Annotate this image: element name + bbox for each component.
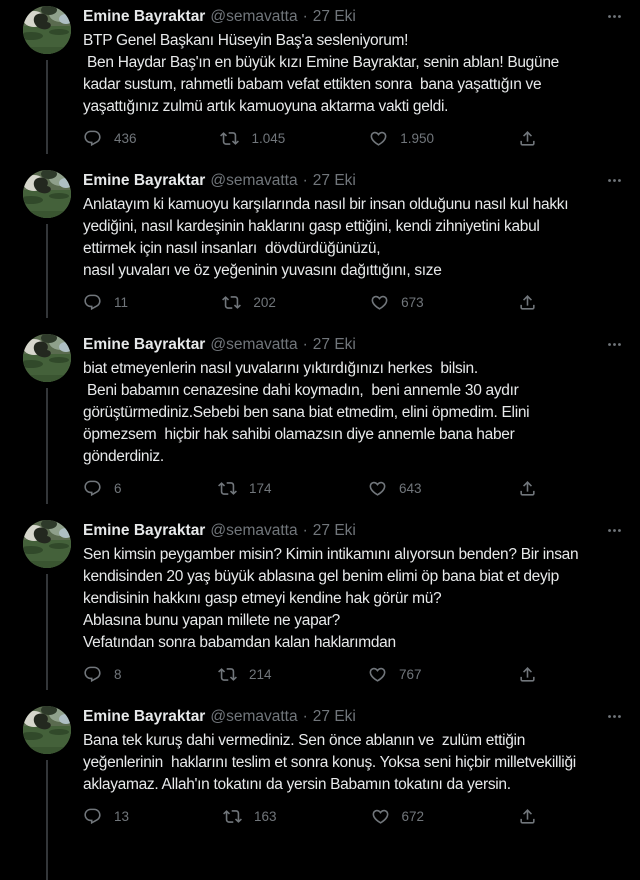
tweet-date[interactable]: 27 Eki xyxy=(312,172,356,189)
tweet-content xyxy=(83,170,624,312)
tweet-header xyxy=(83,6,624,27)
reply-button[interactable] xyxy=(83,665,122,684)
retweet-button[interactable] xyxy=(218,665,272,684)
reply-count: 8 xyxy=(114,667,122,682)
tweet-content xyxy=(83,6,624,148)
tweet[interactable] xyxy=(0,326,640,512)
header-separator-dot: · xyxy=(302,8,308,25)
share-button[interactable] xyxy=(518,665,537,684)
tweet-actions xyxy=(83,479,537,498)
author-handle[interactable]: @semavatta xyxy=(210,336,298,353)
tweet-actions xyxy=(83,807,537,826)
more-icon[interactable] xyxy=(605,707,624,726)
share-icon xyxy=(518,479,537,498)
tweet-text-line: Ben Haydar Baş'ın en büyük kızı Emine Bayraktar, senin ablan! Bugüne xyxy=(83,54,559,71)
like-button[interactable] xyxy=(368,479,422,498)
header-separator-dot: · xyxy=(302,172,308,189)
reply-icon xyxy=(83,293,102,312)
retweet-count: 174 xyxy=(248,481,272,496)
tweet-date[interactable]: 27 Eki xyxy=(312,708,356,725)
like-count: 672 xyxy=(401,809,425,824)
avatar[interactable] xyxy=(23,520,71,568)
retweet-icon xyxy=(223,807,242,826)
author-name[interactable]: Emine Bayraktar xyxy=(83,172,206,189)
more-icon[interactable] xyxy=(605,521,624,540)
reply-button[interactable] xyxy=(83,479,122,498)
like-icon xyxy=(368,479,387,498)
share-icon xyxy=(518,807,537,826)
tweet-text xyxy=(83,30,624,118)
share-icon xyxy=(518,665,537,684)
reply-button[interactable] xyxy=(83,293,128,312)
tweet-date[interactable]: 27 Eki xyxy=(312,8,356,25)
tweet-content xyxy=(83,520,624,684)
tweet-text-line: Vefatından sonra babamdan kalan haklarımdan xyxy=(83,634,396,651)
tweet-text-line: BTP Genel Başkanı Hüseyin Baş'a sesleniyorum! xyxy=(83,32,409,49)
like-count: 643 xyxy=(398,481,422,496)
tweet-text-line: Bana tek kuruş dahi vermediniz. Sen önce ablanın ve zulüm ettiğin xyxy=(83,732,526,749)
tweet-text xyxy=(83,358,624,468)
header-separator-dot: · xyxy=(302,336,308,353)
tweet-text xyxy=(83,730,624,796)
author-handle[interactable]: @semavatta xyxy=(210,708,298,725)
more-icon[interactable] xyxy=(605,171,624,190)
reply-count: 436 xyxy=(114,131,137,146)
like-button[interactable] xyxy=(368,665,422,684)
author-name[interactable]: Emine Bayraktar xyxy=(83,522,206,539)
avatar[interactable] xyxy=(23,706,71,754)
tweet-text-line: yaşattığınız zulmü artık kamuoyuna aktarma vakti geldi. xyxy=(83,98,449,115)
like-icon xyxy=(369,129,388,148)
more-icon[interactable] xyxy=(605,7,624,26)
tweet-text-line: yediğini, nasıl kardeşinin haklarını gasp ettiğini, kendi zihniyetini kabul xyxy=(83,218,540,235)
avatar-column xyxy=(23,706,71,826)
retweet-count: 1.045 xyxy=(251,131,286,146)
reply-button[interactable] xyxy=(83,807,129,826)
tweet-text-line: ettirmek için nasıl insanları dövdürdüğünüzü, xyxy=(83,240,381,257)
tweet[interactable] xyxy=(0,162,640,326)
tweet-text-line: kadar sustum, rahmetli babam vefat ettikten sonra bana yaşattığın ve xyxy=(83,76,542,93)
like-count: 1.950 xyxy=(400,131,435,146)
author-name[interactable]: Emine Bayraktar xyxy=(83,708,206,725)
reply-count: 13 xyxy=(114,809,130,824)
tweet-header xyxy=(83,520,624,541)
avatar-photo-icon xyxy=(23,6,71,54)
tweet-text-line: görüştürmediniz.Sebebi ben sana biat etmedim, elini öpmedim. Elini xyxy=(83,404,530,421)
author-name[interactable]: Emine Bayraktar xyxy=(83,336,206,353)
reply-button[interactable] xyxy=(83,129,137,148)
tweet-text-line: kendisinin hakkını gasp etmeyi kendine hak görür mü? xyxy=(83,590,442,607)
tweet-text-line: gönderdiniz. xyxy=(83,448,164,465)
author-handle[interactable]: @semavatta xyxy=(210,522,298,539)
tweet-header xyxy=(83,706,624,727)
tweet-text-line: Beni babamın cenazesine dahi koymadın, beni annemle 30 aydır xyxy=(83,382,519,399)
tweet-actions xyxy=(83,129,537,148)
tweet[interactable] xyxy=(0,512,640,698)
avatar[interactable] xyxy=(23,334,71,382)
tweet-actions xyxy=(83,293,537,312)
tweet-text-line: yeğenlerinin haklarını teslim et sonra konuş. Yoksa seni hiçbir milletvekilliği xyxy=(83,754,576,771)
retweet-button[interactable] xyxy=(222,293,276,312)
avatar-photo-icon xyxy=(23,334,71,382)
share-button[interactable] xyxy=(518,479,537,498)
share-icon xyxy=(518,129,537,148)
author-handle[interactable]: @semavatta xyxy=(210,172,298,189)
avatar-photo-icon xyxy=(23,520,71,568)
avatar-photo-icon xyxy=(23,170,71,218)
author-handle[interactable]: @semavatta xyxy=(210,8,298,25)
avatar[interactable] xyxy=(23,170,71,218)
tweet-date[interactable]: 27 Eki xyxy=(312,522,356,539)
avatar[interactable] xyxy=(23,6,71,54)
tweet-text-line: nasıl yuvaları ve öz yeğeninin yuvasını dağıttığını, sıze xyxy=(83,262,442,279)
share-button[interactable] xyxy=(518,293,537,312)
tweet[interactable] xyxy=(0,698,640,840)
tweet-header xyxy=(83,334,624,355)
share-button[interactable] xyxy=(518,129,537,148)
like-button[interactable] xyxy=(369,129,434,148)
retweet-button[interactable] xyxy=(218,479,272,498)
like-icon xyxy=(368,665,387,684)
retweet-count: 214 xyxy=(248,667,272,682)
tweet-text-line: aklayamaz. Allah'ın tokatını da yersin Babamın tokatını da yersin. xyxy=(83,776,511,793)
reply-icon xyxy=(83,129,102,148)
avatar-column xyxy=(23,170,71,312)
tweet-header xyxy=(83,170,624,191)
like-icon xyxy=(370,293,389,312)
more-icon[interactable] xyxy=(605,335,624,354)
like-icon xyxy=(371,807,390,826)
tweet-text-line: biat etmeyenlerin nasıl yuvalarını yıktırdığınızı herkes bilsin. xyxy=(83,360,478,377)
tweet-text xyxy=(83,194,624,282)
reply-icon xyxy=(83,807,102,826)
tweet-text xyxy=(83,544,624,654)
retweet-count: 202 xyxy=(253,295,276,310)
retweet-icon xyxy=(218,479,237,498)
like-button[interactable] xyxy=(371,807,425,826)
reply-count: 6 xyxy=(114,481,122,496)
tweet[interactable] xyxy=(0,0,640,162)
tweet-text-line: Sen kimsin peygamber misin? Kimin intikamını alıyorsun benden? Bir insan xyxy=(83,546,579,563)
retweet-icon xyxy=(220,129,239,148)
header-separator-dot: · xyxy=(302,708,308,725)
avatar-photo-icon xyxy=(23,706,71,754)
retweet-icon xyxy=(218,665,237,684)
header-separator-dot: · xyxy=(302,522,308,539)
like-button[interactable] xyxy=(370,293,424,312)
tweet-actions xyxy=(83,665,537,684)
tweet-text-line: öpmezsem hiçbir hak sahibi olamazsın diye annemle bana haber xyxy=(83,426,515,443)
tweet-text-line: kendisinden 20 yaş büyük ablasına gel benim elimi öp bana biat et deyip xyxy=(83,568,559,585)
retweet-icon xyxy=(222,293,241,312)
reply-icon xyxy=(83,479,102,498)
avatar-column xyxy=(23,334,71,498)
like-count: 767 xyxy=(398,667,422,682)
like-count: 673 xyxy=(401,295,424,310)
avatar-column xyxy=(23,520,71,684)
retweet-count: 163 xyxy=(254,809,277,824)
reply-count: 11 xyxy=(114,295,129,310)
retweet-button[interactable] xyxy=(220,129,285,148)
tweet-content xyxy=(83,334,624,498)
tweet-date[interactable]: 27 Eki xyxy=(312,336,356,353)
tweet-text-line: Ablasına bunu yapan millete ne yapar? xyxy=(83,612,340,629)
avatar-column xyxy=(23,6,71,148)
tweet-text-line: Anlatayım ki kamuoyu karşılarında nasıl bir insan olduğunu nasıl kul hakkı xyxy=(83,196,569,213)
tweet-content xyxy=(83,706,624,826)
author-name[interactable]: Emine Bayraktar xyxy=(83,8,206,25)
share-icon xyxy=(518,293,537,312)
share-button[interactable] xyxy=(518,807,537,826)
reply-icon xyxy=(83,665,102,684)
retweet-button[interactable] xyxy=(223,807,277,826)
